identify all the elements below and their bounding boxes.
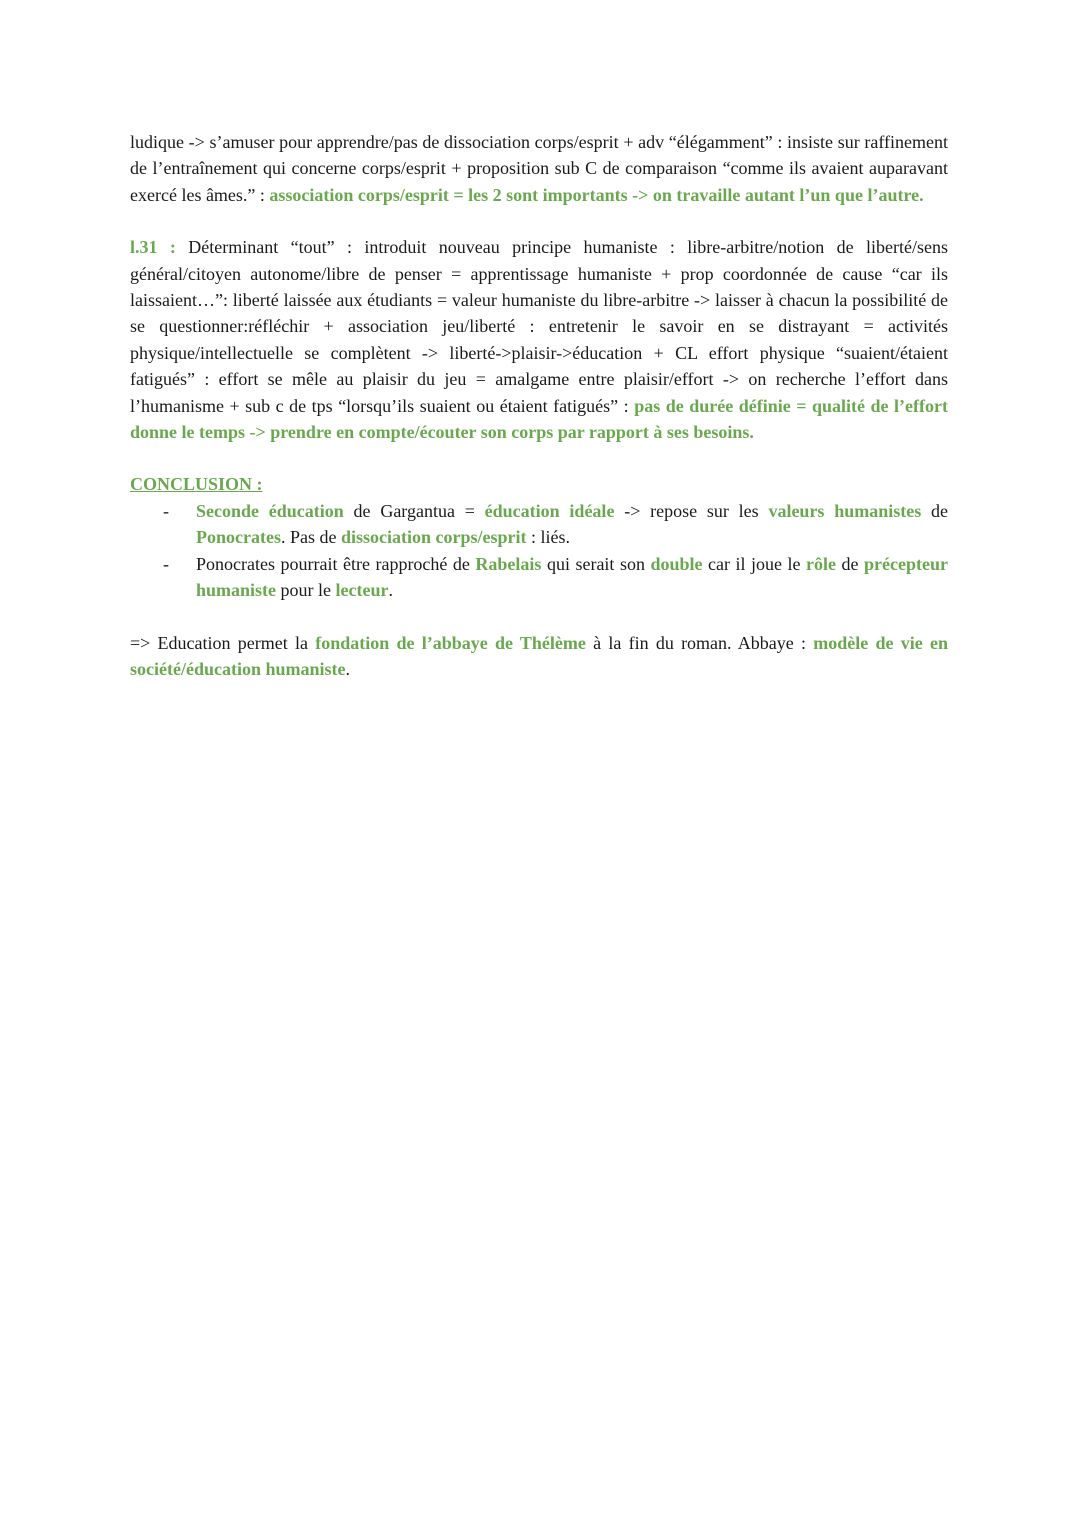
highlight-text: pas de durée définie = qualité de l’effort donne le temps -> prendre en compte/écouter son corps par rapport à ses besoins. [130, 395, 948, 443]
paragraph-final [130, 630, 948, 683]
highlight-text: dissociation corps/esprit [340, 527, 527, 548]
paragraph-gap [130, 604, 948, 630]
conclusion-bullet-2 [196, 551, 948, 604]
highlight-text: éducation idéale [484, 500, 615, 521]
document-page [130, 129, 948, 682]
text-run: : liés. [526, 527, 570, 548]
highlight-text: Ponocrates [196, 527, 281, 548]
paragraph-ludique [130, 129, 948, 208]
text-run: -> repose sur les [614, 500, 769, 521]
text-run: Déterminant “tout” : introduit nouveau principe humaniste : libre-arbitre/notion de liberté/sens général/citoyen autonome/libre de penser = apprentissage humaniste + prop coordonnée de cause “car ils laissaient…”: liberté laissée aux étudiants = valeur humaniste du libre-arbitre -> laisser à chacun la possibilité de se questionner:réfléchir + association jeu/liberté : entretenir le savoir en se distrayant = activités physique/intellectuelle se complètent -> liberté->plaisir->éducation + CL effort physique “suaient/étaient fatigués” : effort se mêle au plaisir du jeu = amalgame entre plaisir/effort -> on recherche l’effort dans l’humanisme + sub c de tps “lorsqu’ils suaient ou étaient fatigués” : [130, 237, 948, 416]
text-run: de [835, 553, 864, 574]
text-run: qui serait son [541, 553, 651, 574]
text-run: Ponocrates pourrait être rapproché de [196, 553, 476, 574]
text-run: . [345, 658, 350, 679]
text-run: => Education permet la [130, 632, 316, 653]
highlight-text: modèle de vie en société/éducation humaniste [130, 632, 948, 679]
text-run: de Gargantua = [343, 500, 485, 521]
conclusion-heading: CONCLUSION : [130, 474, 263, 495]
highlight-text: valeurs humanistes [768, 500, 922, 521]
conclusion-bullet-1 [196, 498, 948, 551]
conclusion-list [130, 498, 948, 604]
text-run: pour le [276, 580, 336, 601]
paragraph-gap [130, 445, 948, 471]
paragraph-gap [130, 208, 948, 234]
paragraph-l31 [130, 234, 948, 445]
text-run: de [921, 500, 948, 521]
line-reference: l.31 : [130, 237, 176, 258]
text-run: car il joue le [702, 553, 806, 574]
highlight-text: fondation de l’abbaye de Thélème [315, 632, 586, 653]
highlight-text: association corps/esprit = les 2 sont importants -> on travaille autant l’un que l’autre. [269, 184, 924, 205]
highlight-text: précepteur humaniste [196, 553, 948, 601]
text-run: . [388, 580, 393, 601]
highlight-text: double [650, 553, 703, 574]
highlight-text: lecteur [335, 580, 389, 601]
text-run: . Pas de [280, 527, 341, 548]
highlight-text: Rabelais [475, 553, 542, 574]
highlight-text: rôle [806, 553, 836, 574]
highlight-text: Seconde éducation [196, 500, 344, 521]
text-run: à la fin du roman. Abbaye : [585, 632, 814, 653]
text-run: ludique -> s’amuser pour apprendre/pas de dissociation corps/esprit + adv “élégamment” : insiste sur raffinement de l’entraînement qui concerne corps/esprit + proposition sub C de comparaison “comme ils avaient auparavant exercé les âmes.” : [130, 132, 948, 205]
